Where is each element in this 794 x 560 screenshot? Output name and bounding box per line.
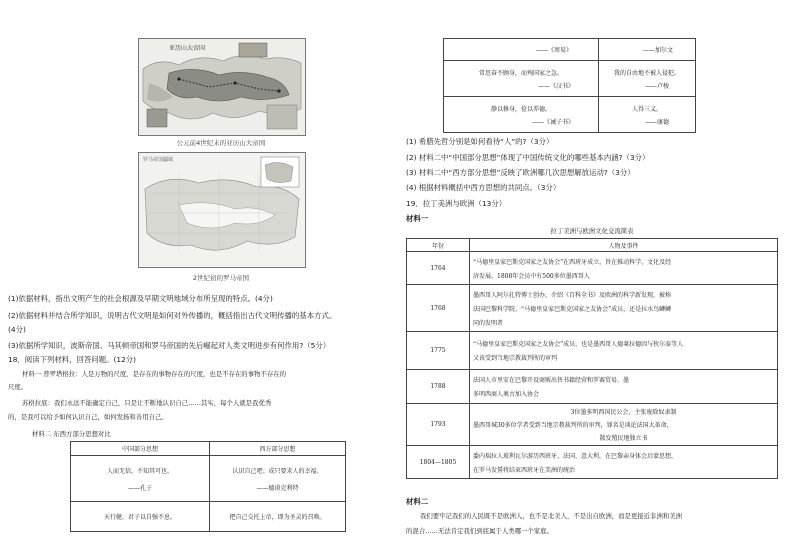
event-line: 3位墨多明西国民公会，主张废除奴隶制 bbox=[570, 409, 677, 416]
table-row bbox=[71, 456, 346, 502]
thought-comparison-table bbox=[70, 441, 346, 532]
event-line: 墨西哥城30多位学者受到当地宗教裁判所的审判，罪名是谈论法国大革命， bbox=[473, 422, 673, 429]
right-question-3: (3) 材料二中“西方部分思想”反映了欧洲哪几次思想解放运动?（3分） bbox=[406, 168, 635, 177]
row-1-left-source: ——《汉书》 bbox=[537, 82, 574, 90]
year-cell: 1788 bbox=[407, 370, 470, 404]
year-cell: 1768 bbox=[407, 285, 470, 332]
latin-table-title: 拉丁美洲与欧洲文化交流简表 bbox=[550, 227, 634, 235]
right-question-4: (4) 根据材料概括中西方思想的共同点。（3分） bbox=[406, 183, 561, 192]
material-1-line-1: 材料一 普罗塔格拉：人是万物的尺度，是存在的事物存在的尺度，也是不存在的事物不存在的 bbox=[22, 370, 287, 378]
thought-continuation-table bbox=[443, 38, 696, 133]
header-east: 中国部分思想 bbox=[71, 442, 210, 456]
row-0-left: ——《周易》 bbox=[444, 39, 599, 61]
year-cell: 1804—1805 bbox=[407, 446, 470, 479]
map-alexander-title: 亚历山大帝国 bbox=[169, 45, 206, 52]
event-line: 济发展。1808年会员中有500多位墨西哥人 bbox=[473, 272, 590, 280]
question-1: (1)依据材料，指出文明产生的社会根源及早期文明地域分布所呈现的特点。(4分) bbox=[8, 294, 273, 303]
table-row bbox=[71, 502, 346, 532]
header-event: 人物及事件 bbox=[470, 239, 778, 252]
table-row bbox=[407, 252, 778, 285]
event-line: “马德里皇家巴斯克国家之友协会”在西班牙成立，旨在推动科学、文化及经 bbox=[473, 258, 672, 266]
event-line: 墨西哥人阿尔扎特博士创办，介绍《百科全书》及欧洲的科学新发现，被称 bbox=[473, 291, 672, 299]
material-2-label: 材料二 bbox=[406, 497, 429, 506]
table-row bbox=[444, 39, 696, 61]
header-year: 年份 bbox=[407, 239, 470, 252]
right-question-2: (2) 材料二中“中国部分思想”体现了中国传统文化的哪些基本内涵?（3分） bbox=[406, 153, 650, 162]
row-1-right: 我的自由地不被人侵犯。 bbox=[613, 69, 680, 77]
header-west: 西方部分思想 bbox=[210, 442, 346, 456]
map-alexander-caption: 公元前4世纪末的亚历山大帝国 bbox=[176, 139, 266, 147]
question-19-heading: 19．拉丁美洲与欧洲（13分） bbox=[406, 199, 507, 208]
table-row bbox=[407, 404, 778, 446]
west-source: ——德谟克利特 bbox=[256, 484, 299, 492]
year-cell: 1764 bbox=[407, 252, 470, 285]
event-line: 委内瑞拉人玻利瓦尔游历西班牙、法国、意大利，在巴黎亲身体会启蒙思想， bbox=[473, 452, 678, 460]
material-1-line-2: 尺度。 bbox=[8, 383, 28, 391]
material-2-line-2: 的混合……无法肯定我们到底属于人类哪一个家庭。 bbox=[406, 527, 553, 535]
question-18-heading: 18．阅读下列材料，回答问题。(12分) bbox=[8, 355, 137, 364]
west-quote: 把自己交托上帝，即为圣灵的召唤。 bbox=[210, 502, 346, 532]
material-1-line-3: 苏格拉底：我们永远不能确定自己，只是让不断地认识自己……其实，每个人就是我优秀 bbox=[22, 399, 272, 407]
east-quote: 人而无信，不知其可也。 bbox=[106, 467, 173, 475]
row-2-left-source: ——《诫子书》 bbox=[531, 118, 574, 126]
table-row bbox=[444, 61, 696, 97]
row-2-left: 静以修身，俭以养德。 bbox=[490, 105, 551, 113]
question-2: (2)依据材料并结合所学知识，说明古代文明是如何对外传播的，概括指出古代文明传播的基本方式。 bbox=[8, 311, 337, 320]
event-line: “马德里皇家巴斯克国家之友协会”成员，也是墨西哥人德莱拉德因与狄尔泰等人 bbox=[473, 341, 684, 348]
map-alexander-empire bbox=[138, 38, 306, 136]
table-row bbox=[407, 332, 778, 370]
question-2-score: (4分) bbox=[8, 325, 26, 334]
table-row bbox=[444, 97, 696, 133]
material-1-label: 材料一 bbox=[406, 214, 429, 223]
row-1-left: 常思奋不顾身，而殉国家之急。 bbox=[478, 69, 563, 77]
row-2-right: 人得三义。 bbox=[631, 105, 662, 113]
year-cell: 1775 bbox=[407, 332, 470, 370]
table-row bbox=[407, 370, 778, 404]
material-2-title: 材料二 东西方部分思想对比 bbox=[32, 430, 111, 438]
row-2-right-source: ——康德 bbox=[644, 118, 669, 126]
latin-europe-table bbox=[406, 238, 778, 479]
map-alexander-graphic bbox=[139, 39, 305, 135]
question-3: (3)依据所学知识，波斯帝国、马其顿帝国和罗马帝国的先后崛起对人类文明进步有何作用?（5分） bbox=[8, 341, 331, 350]
map-roman-caption: 2世纪初的罗马帝国 bbox=[192, 274, 250, 282]
event-line: 散发殖民地独立书 bbox=[599, 435, 648, 442]
material-2-line-1: 我们要牢记我们的人民既不是欧洲人，也不是北美人，不是出自欧洲，而是更接近非洲和美洲 bbox=[420, 512, 683, 520]
material-1-line-4: 的，是我可以给予如何认识自己，如何发扬和善用自己。 bbox=[8, 413, 168, 421]
east-quote: 天行健，君子以自强不息。 bbox=[71, 502, 210, 532]
event-line: 法国人市里安在巴黎开设商贩出售书籍经营和罗赛贸易，墨 bbox=[473, 377, 630, 384]
row-1-right-source: ——卢梭 bbox=[644, 82, 669, 90]
event-line: 同的发明者 bbox=[473, 319, 504, 327]
year-cell: 1793 bbox=[407, 404, 470, 446]
map-roman-title: 罗马帝国疆域 bbox=[143, 157, 174, 163]
table-row bbox=[407, 285, 778, 332]
table-row bbox=[407, 446, 778, 479]
event-line: 法国巴黎科学院、“马德里皇家巴斯克国家之友协会”成员，还是拉水鸟鳞鳞 bbox=[473, 305, 672, 313]
map-roman-graphic bbox=[139, 153, 305, 267]
row-0-right: ——加尔文 bbox=[599, 39, 696, 61]
event-line: 多明西商人奥古加入协会 bbox=[473, 391, 540, 398]
east-source: ——孔子 bbox=[127, 484, 152, 492]
west-quote: 认识自己吧；成只要求人的幸福。 bbox=[232, 467, 323, 475]
event-line: 又该受到当地宗教裁判所的审判 bbox=[473, 355, 558, 362]
right-question-1: (1) 希腊先哲分别是如何看待“人”的?（3分） bbox=[406, 137, 554, 146]
map-roman-empire bbox=[138, 152, 306, 268]
event-line: 在罗马发誓将结束西班牙在美洲的统治 bbox=[473, 466, 576, 474]
